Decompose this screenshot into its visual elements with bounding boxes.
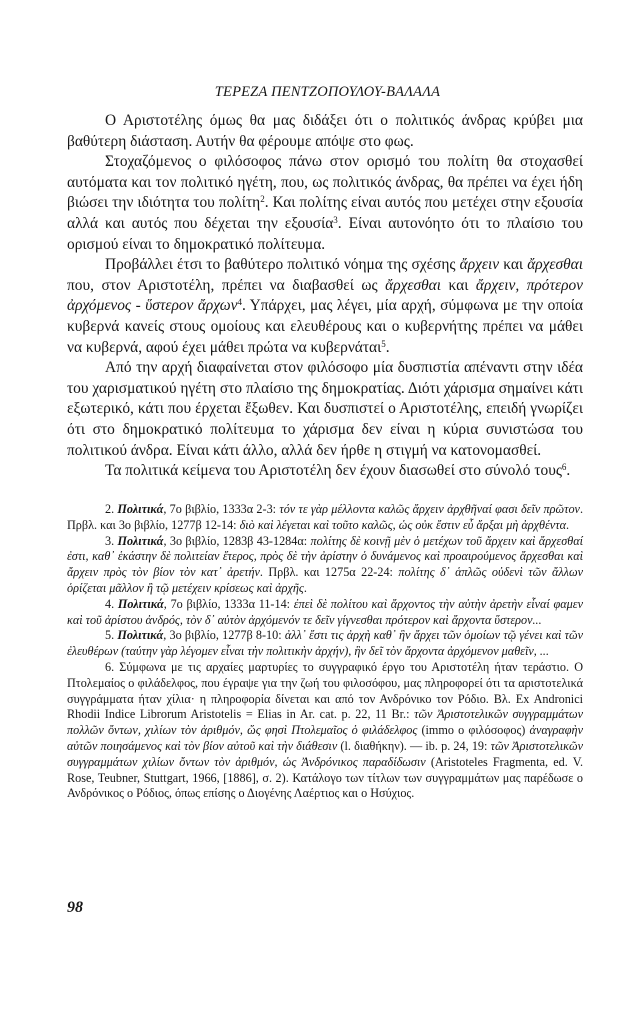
footnote-ref-5[interactable]: 5 [381,338,386,349]
work-title: Πολιτικά [117,628,164,643]
footnote-number: 2. [105,502,118,516]
paragraph-2 [67,152,583,255]
footnote-number: 3. [105,533,118,548]
footnote-text: . Πρβλ. και 3ο βιβλίο, 1277β 12-14: [67,502,583,532]
footnote-ref-6[interactable]: 6 [561,462,567,473]
greek-quotation: τῶν Ἀριστοτελικῶν συγγραμμάτων χιλίων ὄντων τὸν ἀριθμόν, ὡς Ἀνδρόνικος παραδίδωσιν [67,738,583,769]
footnote-number: 6. [105,659,120,674]
footnote-text: (immo ο φιλόσοφος) [417,723,530,738]
footnote-text: . [303,580,307,595]
footnote-text: , 7ο βιβλίο, 1333α 11-14: [163,596,294,611]
main-body-text [67,111,583,482]
paragraph-3 [67,255,583,358]
paragraph-1: Ο Αριστοτέλης όμως θα μας διδάξει ότι ο πολιτικός άνδρας κρύβει μια βαθύτερη διάσταση. Αυτήν θα φέρουμε απόψε στο φως. [67,112,583,150]
greek-quotation: ἀναγραφὴν αὐτῶν ποιησάμενος καὶ τὸν βίον αὐτοῦ καὶ τὴν διάθεσιν [67,723,583,753]
paragraph-4: Από την αρχή διαφαίνεται στον φιλόσοφο μία δυσπιστία απέναντι στην ιδέα του χαρισματικού ηγέτη στο πλαίσιο της δημοκρατίας. Διότι χάρισμα σημαίνει κάτι εξωτερικό, κάτι που έρχεται ἔξωθεν. Και δυσπιστεί ο Αριστοτέλης, επειδή γνωρίζει ότι στο δημοκρατικό πολίτευμα το χάρισμα δεν είναι η κύρια συνιστώσα του πολιτικού άνδρα. Είναι κάτι άλλο, αλλά δεν ήρθε η στιγμή να κατονομασθεί. [67,359,583,459]
footnote-text: Σύμφωνα με τις αρχαίες μαρτυρίες το συγγραφικό έργο του Αριστοτέλη ήταν τεράστιο. Ο Πτολεμαίος ο φιλάδελφος, που έγραψε για την ζωή του φιλοσόφου, μας πληροφορεί ότι τα αριστοτελικά συγγράμματα ήταν χίλια· η πληροφορία δίνεται και από τον Ανδρόνικο τον Ρόδιο. Βλ. Ex Andronici Rhodii Indice Librorum Aristotelis = Elias in Ar. cat. p. 22, 11 Br.: [67,659,584,722]
footnote-3 [67,534,583,597]
footnote-number: 5. [105,628,118,643]
footnote-ref-4[interactable]: 4 [237,297,242,308]
running-head-author: ΤΕΡΕΖΑ ΠΕΝΤΖΟΠΟΥΛΟΥ-ΒΑΛΑΛΑ [214,84,441,100]
footnote-2 [67,502,583,534]
paragraph-5-text-b: . [566,462,571,480]
greek-phrase-proteron: ἄρχειν, πρότερον ἀρχόμενος - ὕστερον ἄρχων [67,276,583,315]
paragraph-2-text-c: . Είναι αυτονόητο ότι το πλαίσιο του ορισμού είναι το δημοκρατικό πολίτευμα. [67,214,583,253]
paragraph-5-text-a: Τα πολιτικά κείμενα του Αριστοτέλη δεν έχουν διασωθεί στο σύνολό τους [105,462,562,480]
page-number: 98 [67,899,83,916]
paragraph-2-text-a: Στοχαζόμενος ο φιλόσοφος πάνω στον ορισμό του πολίτη θα στοχασθεί αυτόματα και τον πολιτικό ηγέτη, που, ως πολιτικός άνδρας, θα πρέπει να έχει ήδη βιώσει την ιδιότητα του πολίτη [67,153,583,212]
footnote-ref-3[interactable]: 3 [333,214,338,225]
work-title: Πολιτικά [117,533,164,548]
greek-quotation: ἀλλ᾽ ἔστι τις ἀρχὴ καθ᾽ ἣν ἄρχει τῶν ὁμοίων τῷ γένει καὶ τῶν ἐλευθέρων (ταύτην γὰρ λέγομεν εἶναι τὴν πολιτικὴν ἀρχήν), ἣν δεῖ τὸν ἄρχοντα ἀρχόμενον μαθεῖν, ... [67,628,583,659]
work-title: Πολιτικά [117,502,164,516]
footnote-5 [67,628,583,660]
greek-term-archesthai-2: ἄρχεσθαι [385,276,441,294]
greek-quotation: ἐπεὶ δὲ πολίτου καὶ ἄρχοντος τὴν αὐτὴν ἀρετὴν εἶναί φαμεν καὶ τοῦ ἀρίστου ἀνδρός, τὸν δ᾽ αὐτὸν ἀρχόμενόν τε δεῖν γίγνεσθαι πρότερον καὶ ἄρχοντα ὕστερον... [67,596,584,627]
footnote-number: 4. [105,596,118,611]
footnote-6 [67,660,583,802]
footnote-text: , 3ο βιβλίο, 1277β 8-10: [163,628,285,643]
footnote-text: , 7ο βιβλίο, 1333α 2-3: [163,502,280,516]
greek-term-archein: ἄρχειν [459,256,500,274]
footnote-text: (Aristoteles Fragmenta, ed. V. Rose, Teubner, Stuttgart, 1966, [1886], σ. 2). Κατάλογο των τίτλων των συγγραμμάτων μας παρέδωσε ο Ανδρόνικος ο Ρόδιος, όπως επίσης ο Διογένης Λαέρτιος και ο Ησύχιος. [67,754,583,801]
greek-quotation: διὸ καὶ λέγεται καὶ τοῦτο καλῶς, ὡς οὐκ ἔστιν εὖ ἄρξαι μὴ ἀρχθέντα [239,517,566,532]
paragraph-3-text-c: που, στον Αριστοτέλη, πρέπει να διαβασθεί ως [67,276,386,294]
greek-quotation: πολίτης δ᾽ ἁπλῶς οὐδενὶ τῶν ἄλλων ὁρίζεται μᾶλλον ἢ τῷ μετέχειν κρίσεως καὶ ἀρχῆς [67,565,583,595]
footnote-text: , 3ο βιβλίο, 1283β 43-1284α: [163,533,311,548]
paragraph-3-text-b: και [499,256,528,274]
paragraph-3-text-f: . [385,338,390,356]
footnote-4 [67,597,583,629]
greek-quotation: τόν τε γὰρ μέλλοντα καλῶς ἄρχειν ἀρχθῆναί φασι δεῖν πρῶτον [279,502,580,516]
footnotes-section [67,502,583,802]
greek-term-archesthai: ἄρχεσθαι [527,256,583,274]
footnote-text: . [565,517,570,532]
paragraph-5 [67,461,583,482]
paragraph-3-text-a: Προβάλλει έτσι το βαθύτερο πολιτικό νόημα της σχέσης [105,256,460,274]
footnote-text: . Πρβλ. και 1275α 22-24: [259,565,399,580]
paragraph-2-text-b: . Και πολίτης είναι αυτός που μετέχει στην εξουσία αλλά και αυτός που δέχεται την εξουσία [67,194,583,232]
paragraph-3-text-d: και [440,276,476,294]
greek-quotation: πολίτης δὲ κοινῇ μὲν ὁ μετέχων τοῦ ἄρχειν καὶ ἄρχεσθαί ἐστι, καθ᾽ ἑκάστην δὲ πολιτείαν ἕτερος, πρὸς δὲ τὴν ἀρίστην ὁ δυνάμενος καὶ προαιρούμενος ἄρχεσθαι καὶ ἄρχειν πρὸς τὸν βίον τὸν κατ᾽ ἀρετήν [67,533,583,580]
work-title: Πολιτικά [117,596,164,611]
footnote-text: (l. διαθήκην). — ib. p. 24, 19: [337,738,491,753]
greek-quotation: τῶν Ἀριστοτελικῶν συγγραμμάτων πολλῶν ὄντων, χιλίων τὸν ἀριθμόν, ὥς φησὶ Πτολεμαῖος ὁ φιλάδελφος [67,707,583,738]
footnote-ref-2[interactable]: 2 [260,194,265,205]
paragraph-3-text-e: . Υπάρχει, μας λέγει, μία αρχή, σύμφωνα με την οποία κυβερνά κανείς στους ομοίους και ελευθέρους και ο κυβερνήτης πρέπει να μάθει να κυβερνά, αφού έχει μάθει πρώτα να κυβερνάται [67,297,583,356]
